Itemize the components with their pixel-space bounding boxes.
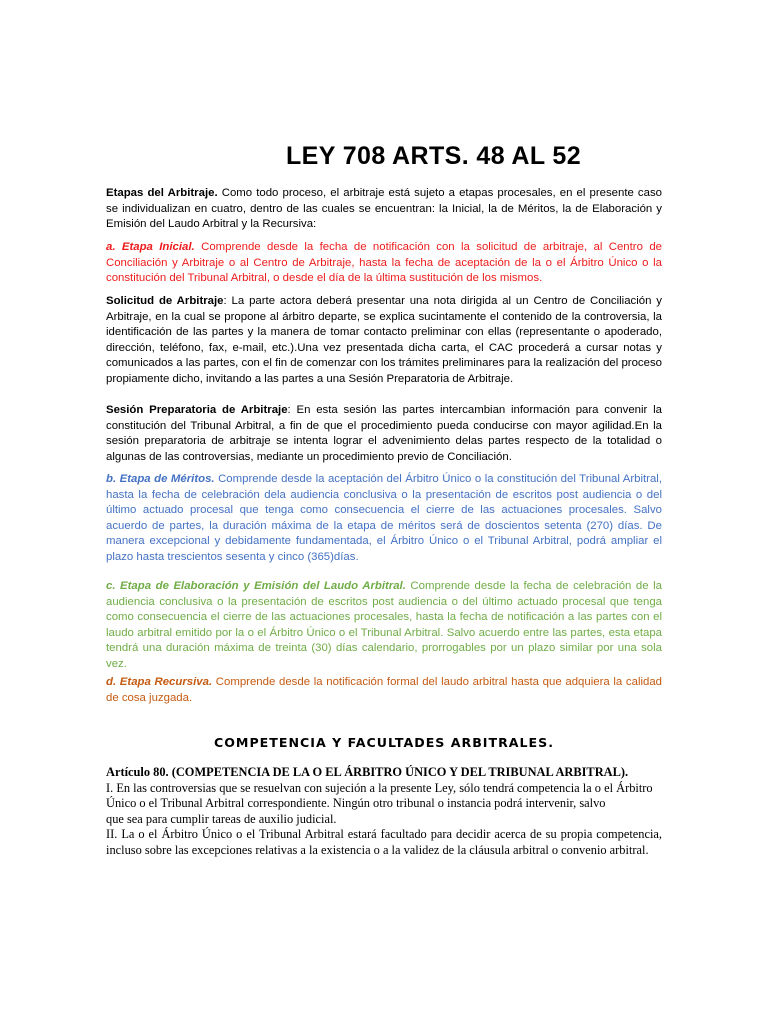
paragraph-etapa-inicial bbox=[106, 240, 662, 287]
etapa-elaboracion-text: Comprende desde la fecha de celebración de la audiencia conclusiva o la presentación de escritos post audiencia o del último actuado procesal que tenga como consecuencia el cierre de las actuaciones procesales, hasta la fecha de notificación a las partes con el laudo arbitral emitido por la o el Árbitro Único o el Tribunal Arbitral. Salvo acuerdo entre las partes, esta etapa tendrá una duración máxima de treinta (30) días calendario, prorrogables por un plazo similar por una sola vez. bbox=[106, 580, 662, 670]
etapa-elaboracion-label: c. Etapa de Elaboración y Emisión del Laudo Arbitral. bbox=[106, 580, 406, 592]
paragraph-etapas bbox=[106, 186, 662, 233]
etapa-meritos-label: b. Etapa de Méritos. bbox=[106, 473, 215, 485]
solicitud-text: : La parte actora deberá presentar una nota dirigida al un Centro de Conciliación y Arbitraje, en la cual se propone al árbitro departe, se explica sucintamente el contenido de la controversia, la identificación de las partes y la manera de tomar contacto preliminar con ellas (representante o apoderado, dirección, teléfono, fax, e-mail, etc.).Una vez presentada dicha carta, el CAC procederá a cursar notas y comunicados a las partes, con el fin de comenzar con los trámites preliminares para la realización del proceso propiamente dicho, invitando a las partes a una Sesión Preparatoria de Arbitraje. bbox=[106, 295, 662, 385]
sesion-text: : En esta sesión las partes intercambian información para convenir la constitución del Tribunal Arbitral, a fin de que el procedimiento pueda conducirse con mayor agilidad.En la sesión preparatoria de arbitraje se intenta lograr el advenimiento delas partes respecto de la totalidad o algunas de las controversias, mediante un procedimiento previo de Conciliación. bbox=[106, 404, 662, 463]
etapa-meritos-text: Comprende desde la aceptación del Árbitro Único o la constitución del Tribunal Arbitral, hasta la fecha de celebración dela audiencia conclusiva o la presentación de escritos post audiencia o del último actuado procesal que tenga como consecuencia el cierre de las actuaciones procesales. Salvo acuerdo de partes, la duración máxima de la etapa de méritos será de doscientos setenta (270) días. De manera excepcional y debidamente fundamentada, el Árbitro Único o el Tribunal Arbitral, podrá ampliar el plazo hasta trescientos sesenta y cinco (365)días. bbox=[106, 473, 662, 563]
paragraph-solicitud bbox=[106, 294, 662, 387]
etapa-recursiva-label: d. Etapa Recursiva. bbox=[106, 676, 213, 688]
document-title: LEY 708 ARTS. 48 AL 52 bbox=[286, 142, 582, 170]
sesion-label: Sesión Preparatoria de Arbitraje bbox=[106, 404, 288, 416]
etapas-text: Como todo proceso, el arbitraje está sujeto a etapas procesales, en el presente caso se individualizan en cuatro, dentro de las cuales se encuentran: la Inicial, la de Méritos, la de Elaboración y Emisión del Laudo Arbitral y la Recursiva: bbox=[106, 187, 662, 230]
etapa-inicial-label: a. Etapa Inicial. bbox=[106, 241, 195, 253]
article-paragraph-1: I. En las controversias que se resuelvan con sujeción a la presente Ley, sólo tendrá competencia la o el Árbitro Único o el Tribunal Arbitral correspondiente. Ningún otro tribunal o instancia podrá intervenir, salvo bbox=[106, 780, 653, 811]
article-paragraph-1-continued: que sea para cumplir tareas de auxilio judicial. bbox=[106, 811, 337, 826]
article-paragraph-2: II. La o el Árbitro Único o el Tribunal Arbitral estará facultado para decidir acerca de su propia competencia, incluso sobre las excepciones relativas a la existencia o a la validez de la cláusula arbitral o convenio arbitral. bbox=[106, 827, 662, 857]
paragraph-etapa-elaboracion bbox=[106, 579, 662, 672]
paragraph-etapa-meritos bbox=[106, 472, 662, 565]
section-heading: COMPETENCIA Y FACULTADES ARBITRALES. bbox=[213, 735, 555, 750]
paragraph-sesion bbox=[106, 403, 662, 465]
article-80 bbox=[106, 765, 662, 859]
article-heading: Artículo 80. (COMPETENCIA DE LA O EL ÁRBITRO ÚNICO Y DEL TRIBUNAL ARBITRAL). bbox=[106, 765, 629, 779]
etapa-inicial-text: Comprende desde la fecha de notificación con la solicitud de arbitraje, al Centro de Conciliación y Arbitraje o al Centro de Arbitraje, hasta la fecha de aceptación de la o el Árbitro Único o la constitución del Tribunal Arbitral, o desde el día de la última sustitución de los mismos. bbox=[106, 241, 662, 284]
solicitud-label: Solicitud de Arbitraje bbox=[106, 295, 224, 307]
etapa-recursiva-text: Comprende desde la notificación formal del laudo arbitral hasta que adquiera la calidad de cosa juzgada. bbox=[106, 676, 663, 704]
etapas-label: Etapas del Arbitraje. bbox=[106, 187, 218, 199]
paragraph-etapa-recursiva bbox=[106, 675, 662, 706]
